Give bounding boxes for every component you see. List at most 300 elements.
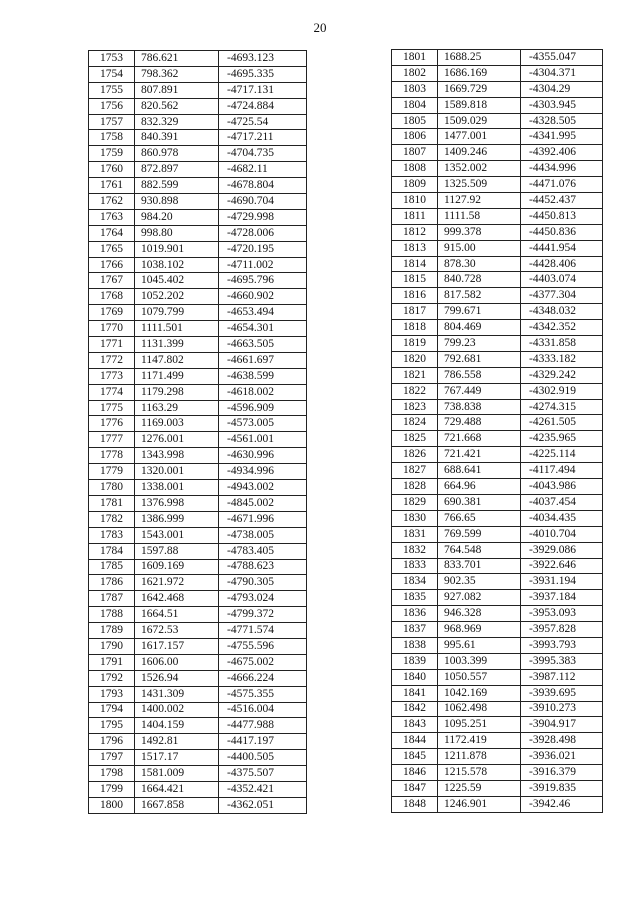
y-coordinate-cell: -4725.54	[219, 114, 307, 130]
table-row	[89, 305, 307, 321]
x-coordinate-cell: 721.421	[438, 447, 521, 463]
y-coordinate-cell: -4331.858	[521, 336, 603, 352]
x-coordinate-cell: 1215.578	[438, 765, 521, 781]
x-coordinate-cell: 999.378	[438, 224, 521, 240]
point-number-cell: 1816	[392, 288, 438, 304]
table-row	[392, 81, 603, 97]
y-coordinate-cell: -4225.114	[521, 447, 603, 463]
y-coordinate-cell: -4790.305	[219, 575, 307, 591]
x-coordinate-cell: 882.599	[135, 178, 219, 194]
x-coordinate-cell: 1111.501	[135, 321, 219, 337]
table-row	[392, 479, 603, 495]
table-row	[392, 510, 603, 526]
point-number-cell: 1817	[392, 304, 438, 320]
point-number-cell: 1757	[89, 114, 135, 130]
point-number-cell: 1847	[392, 780, 438, 796]
point-number-cell: 1842	[392, 701, 438, 717]
point-number-cell: 1768	[89, 289, 135, 305]
point-number-cell: 1803	[392, 81, 438, 97]
point-number-cell: 1821	[392, 367, 438, 383]
table-row	[392, 685, 603, 701]
y-coordinate-cell: -4355.047	[521, 50, 603, 66]
table-row	[392, 208, 603, 224]
coordinates-table-right	[391, 49, 603, 813]
table-row	[89, 66, 307, 82]
point-number-cell: 1779	[89, 464, 135, 480]
y-coordinate-cell: -4403.074	[521, 272, 603, 288]
table-row	[89, 400, 307, 416]
y-coordinate-cell: -4037.454	[521, 494, 603, 510]
table-row	[89, 416, 307, 432]
x-coordinate-cell: 690.381	[438, 494, 521, 510]
table-row	[392, 97, 603, 113]
y-coordinate-cell: -4717.131	[219, 82, 307, 98]
y-coordinate-cell: -4304.371	[521, 65, 603, 81]
y-coordinate-cell: -4477.988	[219, 718, 307, 734]
x-coordinate-cell: 968.969	[438, 622, 521, 638]
x-coordinate-cell: 1003.399	[438, 653, 521, 669]
point-number-cell: 1797	[89, 750, 135, 766]
table-row	[89, 257, 307, 273]
point-number-cell: 1807	[392, 145, 438, 161]
point-number-cell: 1831	[392, 526, 438, 542]
table-row	[89, 607, 307, 623]
point-number-cell: 1840	[392, 669, 438, 685]
y-coordinate-cell: -3939.695	[521, 685, 603, 701]
table-row	[89, 654, 307, 670]
table-row	[392, 590, 603, 606]
table-row	[89, 495, 307, 511]
y-coordinate-cell: -4654.301	[219, 321, 307, 337]
x-coordinate-cell: 721.668	[438, 431, 521, 447]
y-coordinate-cell: -4653.494	[219, 305, 307, 321]
table-row	[392, 701, 603, 717]
x-coordinate-cell: 820.562	[135, 98, 219, 114]
y-coordinate-cell: -4441.954	[521, 240, 603, 256]
table-row	[89, 114, 307, 130]
point-number-cell: 1764	[89, 225, 135, 241]
y-coordinate-cell: -4043.986	[521, 479, 603, 495]
table-row	[89, 797, 307, 813]
x-coordinate-cell: 1477.001	[438, 129, 521, 145]
table-row	[392, 177, 603, 193]
point-number-cell: 1762	[89, 194, 135, 210]
x-coordinate-cell: 840.391	[135, 130, 219, 146]
point-number-cell: 1761	[89, 178, 135, 194]
y-coordinate-cell: -4661.697	[219, 352, 307, 368]
point-number-cell: 1813	[392, 240, 438, 256]
x-coordinate-cell: 1409.246	[438, 145, 521, 161]
point-number-cell: 1758	[89, 130, 135, 146]
table-row	[89, 718, 307, 734]
point-number-cell: 1846	[392, 765, 438, 781]
x-coordinate-cell: 1667.858	[135, 797, 219, 813]
point-number-cell: 1784	[89, 543, 135, 559]
x-coordinate-cell: 902.35	[438, 574, 521, 590]
y-coordinate-cell: -3929.086	[521, 542, 603, 558]
y-coordinate-cell: -4693.123	[219, 51, 307, 67]
table-row	[89, 337, 307, 353]
point-number-cell: 1755	[89, 82, 135, 98]
coordinates-table-left	[88, 50, 307, 814]
y-coordinate-cell: -4434.996	[521, 161, 603, 177]
y-coordinate-cell: -4682.11	[219, 162, 307, 178]
table-row	[392, 574, 603, 590]
y-coordinate-cell: -4561.001	[219, 432, 307, 448]
table-row	[392, 669, 603, 685]
y-coordinate-cell: -4417.197	[219, 734, 307, 750]
y-coordinate-cell: -4695.335	[219, 66, 307, 82]
y-coordinate-cell: -4728.006	[219, 225, 307, 241]
x-coordinate-cell: 1320.001	[135, 464, 219, 480]
table-row	[392, 161, 603, 177]
point-number-cell: 1769	[89, 305, 135, 321]
point-number-cell: 1836	[392, 606, 438, 622]
y-coordinate-cell: -4630.996	[219, 448, 307, 464]
point-number-cell: 1845	[392, 749, 438, 765]
table-row	[392, 367, 603, 383]
table-row	[89, 575, 307, 591]
x-coordinate-cell: 1095.251	[438, 717, 521, 733]
point-number-cell: 1804	[392, 97, 438, 113]
table-row	[392, 288, 603, 304]
x-coordinate-cell: 1376.998	[135, 495, 219, 511]
x-coordinate-cell: 1050.557	[438, 669, 521, 685]
point-number-cell: 1843	[392, 717, 438, 733]
x-coordinate-cell: 799.671	[438, 304, 521, 320]
x-coordinate-cell: 1492.81	[135, 734, 219, 750]
x-coordinate-cell: 1686.169	[438, 65, 521, 81]
table-row	[392, 765, 603, 781]
table-row	[392, 336, 603, 352]
table-row	[89, 591, 307, 607]
point-number-cell: 1756	[89, 98, 135, 114]
table-row	[392, 256, 603, 272]
x-coordinate-cell: 664.96	[438, 479, 521, 495]
y-coordinate-cell: -4428.406	[521, 256, 603, 272]
table-row	[89, 623, 307, 639]
point-number-cell: 1763	[89, 209, 135, 225]
x-coordinate-cell: 1172.419	[438, 733, 521, 749]
x-coordinate-cell: 1609.169	[135, 559, 219, 575]
x-coordinate-cell: 1386.999	[135, 511, 219, 527]
y-coordinate-cell: -4342.352	[521, 320, 603, 336]
y-coordinate-cell: -4341.995	[521, 129, 603, 145]
table-row	[392, 526, 603, 542]
x-coordinate-cell: 1211.878	[438, 749, 521, 765]
y-coordinate-cell: -4333.182	[521, 351, 603, 367]
point-number-cell: 1837	[392, 622, 438, 638]
x-coordinate-cell: 915.00	[438, 240, 521, 256]
x-coordinate-cell: 840.728	[438, 272, 521, 288]
x-coordinate-cell: 1169.003	[135, 416, 219, 432]
x-coordinate-cell: 946.328	[438, 606, 521, 622]
table-row	[392, 240, 603, 256]
x-coordinate-cell: 1052.202	[135, 289, 219, 305]
table-row	[89, 51, 307, 67]
y-coordinate-cell: -4711.002	[219, 257, 307, 273]
table-row	[89, 734, 307, 750]
point-number-cell: 1825	[392, 431, 438, 447]
table-row	[89, 98, 307, 114]
y-coordinate-cell: -4638.599	[219, 368, 307, 384]
table-row	[392, 145, 603, 161]
table-row	[392, 463, 603, 479]
point-number-cell: 1835	[392, 590, 438, 606]
y-coordinate-cell: -4375.507	[219, 766, 307, 782]
point-number-cell: 1799	[89, 781, 135, 797]
point-number-cell: 1829	[392, 494, 438, 510]
point-number-cell: 1808	[392, 161, 438, 177]
x-coordinate-cell: 1325.509	[438, 177, 521, 193]
table-row	[392, 717, 603, 733]
table-row	[392, 399, 603, 415]
table-row	[89, 781, 307, 797]
point-number-cell: 1775	[89, 400, 135, 416]
point-number-cell: 1826	[392, 447, 438, 463]
y-coordinate-cell: -4304.29	[521, 81, 603, 97]
x-coordinate-cell: 1147.802	[135, 352, 219, 368]
x-coordinate-cell: 1664.421	[135, 781, 219, 797]
y-coordinate-cell: -4704.735	[219, 146, 307, 162]
x-coordinate-cell: 1617.157	[135, 638, 219, 654]
y-coordinate-cell: -4235.965	[521, 431, 603, 447]
point-number-cell: 1796	[89, 734, 135, 750]
x-coordinate-cell: 1669.729	[438, 81, 521, 97]
point-number-cell: 1754	[89, 66, 135, 82]
point-number-cell: 1785	[89, 559, 135, 575]
point-number-cell: 1844	[392, 733, 438, 749]
x-coordinate-cell: 1079.799	[135, 305, 219, 321]
x-coordinate-cell: 1543.001	[135, 527, 219, 543]
x-coordinate-cell: 927.082	[438, 590, 521, 606]
y-coordinate-cell: -4516.004	[219, 702, 307, 718]
point-number-cell: 1798	[89, 766, 135, 782]
y-coordinate-cell: -4392.406	[521, 145, 603, 161]
point-number-cell: 1806	[392, 129, 438, 145]
point-number-cell: 1805	[392, 113, 438, 129]
table-row	[392, 780, 603, 796]
y-coordinate-cell: -3904.917	[521, 717, 603, 733]
x-coordinate-cell: 1526.94	[135, 670, 219, 686]
table-row	[392, 606, 603, 622]
x-coordinate-cell: 832.329	[135, 114, 219, 130]
y-coordinate-cell: -4724.884	[219, 98, 307, 114]
table-row	[392, 351, 603, 367]
table-row	[392, 622, 603, 638]
table-row	[392, 65, 603, 81]
point-number-cell: 1760	[89, 162, 135, 178]
x-coordinate-cell: 1225.59	[438, 780, 521, 796]
y-coordinate-cell: -4450.813	[521, 208, 603, 224]
y-coordinate-cell: -4471.076	[521, 177, 603, 193]
table-row	[392, 749, 603, 765]
x-coordinate-cell: 738.838	[438, 399, 521, 415]
point-number-cell: 1839	[392, 653, 438, 669]
point-number-cell: 1759	[89, 146, 135, 162]
y-coordinate-cell: -4303.945	[521, 97, 603, 113]
table-row	[89, 130, 307, 146]
y-coordinate-cell: -4738.005	[219, 527, 307, 543]
table-row	[89, 432, 307, 448]
y-coordinate-cell: -4788.623	[219, 559, 307, 575]
y-coordinate-cell: -3995.383	[521, 653, 603, 669]
table-row	[89, 178, 307, 194]
table-row	[89, 162, 307, 178]
table-row	[89, 209, 307, 225]
point-number-cell: 1792	[89, 670, 135, 686]
y-coordinate-cell: -3937.184	[521, 590, 603, 606]
x-coordinate-cell: 872.897	[135, 162, 219, 178]
x-coordinate-cell: 769.599	[438, 526, 521, 542]
point-number-cell: 1802	[392, 65, 438, 81]
x-coordinate-cell: 998.80	[135, 225, 219, 241]
x-coordinate-cell: 1179.298	[135, 384, 219, 400]
point-number-cell: 1791	[89, 654, 135, 670]
table-row	[392, 558, 603, 574]
table-row	[89, 527, 307, 543]
y-coordinate-cell: -4400.505	[219, 750, 307, 766]
y-coordinate-cell: -3931.194	[521, 574, 603, 590]
y-coordinate-cell: -4690.704	[219, 194, 307, 210]
table-row	[392, 653, 603, 669]
y-coordinate-cell: -4261.505	[521, 415, 603, 431]
y-coordinate-cell: -4348.032	[521, 304, 603, 320]
y-coordinate-cell: -4755.596	[219, 638, 307, 654]
table-row	[89, 638, 307, 654]
point-number-cell: 1772	[89, 352, 135, 368]
table-row	[89, 194, 307, 210]
x-coordinate-cell: 1597.88	[135, 543, 219, 559]
x-coordinate-cell: 786.558	[438, 367, 521, 383]
y-coordinate-cell: -4010.704	[521, 526, 603, 542]
point-number-cell: 1782	[89, 511, 135, 527]
y-coordinate-cell: -4943.002	[219, 480, 307, 496]
point-number-cell: 1770	[89, 321, 135, 337]
table-row	[89, 480, 307, 496]
table-row	[392, 494, 603, 510]
point-number-cell: 1841	[392, 685, 438, 701]
point-number-cell: 1773	[89, 368, 135, 384]
point-number-cell: 1827	[392, 463, 438, 479]
y-coordinate-cell: -3993.793	[521, 637, 603, 653]
table-row	[89, 702, 307, 718]
point-number-cell: 1820	[392, 351, 438, 367]
point-number-cell: 1822	[392, 383, 438, 399]
x-coordinate-cell: 792.681	[438, 351, 521, 367]
table-row	[89, 670, 307, 686]
x-coordinate-cell: 1343.998	[135, 448, 219, 464]
y-coordinate-cell: -4362.051	[219, 797, 307, 813]
table-row	[392, 320, 603, 336]
point-number-cell: 1793	[89, 686, 135, 702]
y-coordinate-cell: -4793.024	[219, 591, 307, 607]
y-coordinate-cell: -4717.211	[219, 130, 307, 146]
point-number-cell: 1819	[392, 336, 438, 352]
point-number-cell: 1812	[392, 224, 438, 240]
y-coordinate-cell: -3987.112	[521, 669, 603, 685]
table-row	[392, 415, 603, 431]
table-row	[392, 796, 603, 812]
y-coordinate-cell: -3910.273	[521, 701, 603, 717]
table-row	[89, 686, 307, 702]
y-coordinate-cell: -4352.421	[219, 781, 307, 797]
x-coordinate-cell: 1042.169	[438, 685, 521, 701]
table-row	[392, 383, 603, 399]
point-number-cell: 1830	[392, 510, 438, 526]
point-number-cell: 1786	[89, 575, 135, 591]
point-number-cell: 1814	[392, 256, 438, 272]
point-number-cell: 1794	[89, 702, 135, 718]
x-coordinate-cell: 1517.17	[135, 750, 219, 766]
point-number-cell: 1838	[392, 637, 438, 653]
point-number-cell: 1834	[392, 574, 438, 590]
x-coordinate-cell: 984.20	[135, 209, 219, 225]
x-coordinate-cell: 1589.818	[438, 97, 521, 113]
y-coordinate-cell: -4695.796	[219, 273, 307, 289]
point-number-cell: 1790	[89, 638, 135, 654]
x-coordinate-cell: 1352.002	[438, 161, 521, 177]
x-coordinate-cell: 1672.53	[135, 623, 219, 639]
x-coordinate-cell: 1664.51	[135, 607, 219, 623]
table-row	[89, 82, 307, 98]
x-coordinate-cell: 1404.159	[135, 718, 219, 734]
table-row	[392, 50, 603, 66]
point-number-cell: 1809	[392, 177, 438, 193]
table-row	[89, 766, 307, 782]
point-number-cell: 1818	[392, 320, 438, 336]
y-coordinate-cell: -4671.996	[219, 511, 307, 527]
point-number-cell: 1765	[89, 241, 135, 257]
point-number-cell: 1787	[89, 591, 135, 607]
table-row	[89, 464, 307, 480]
x-coordinate-cell: 1163.29	[135, 400, 219, 416]
y-coordinate-cell: -4845.002	[219, 495, 307, 511]
point-number-cell: 1815	[392, 272, 438, 288]
point-number-cell: 1832	[392, 542, 438, 558]
table-row	[392, 224, 603, 240]
table-row	[392, 447, 603, 463]
y-coordinate-cell: -4573.005	[219, 416, 307, 432]
table-row	[392, 304, 603, 320]
y-coordinate-cell: -4663.505	[219, 337, 307, 353]
table-row	[392, 542, 603, 558]
point-number-cell: 1801	[392, 50, 438, 66]
y-coordinate-cell: -4034.435	[521, 510, 603, 526]
table-row	[89, 146, 307, 162]
y-coordinate-cell: -4729.998	[219, 209, 307, 225]
point-number-cell: 1848	[392, 796, 438, 812]
y-coordinate-cell: -4274.315	[521, 399, 603, 415]
x-coordinate-cell: 807.891	[135, 82, 219, 98]
y-coordinate-cell: -3953.093	[521, 606, 603, 622]
point-number-cell: 1789	[89, 623, 135, 639]
point-number-cell: 1781	[89, 495, 135, 511]
x-coordinate-cell: 930.898	[135, 194, 219, 210]
y-coordinate-cell: -3919.835	[521, 780, 603, 796]
y-coordinate-cell: -3942.46	[521, 796, 603, 812]
y-coordinate-cell: -3928.498	[521, 733, 603, 749]
table-row	[89, 352, 307, 368]
point-number-cell: 1788	[89, 607, 135, 623]
x-coordinate-cell: 995.61	[438, 637, 521, 653]
point-number-cell: 1783	[89, 527, 135, 543]
x-coordinate-cell: 688.641	[438, 463, 521, 479]
y-coordinate-cell: -4575.355	[219, 686, 307, 702]
table-row	[392, 272, 603, 288]
table-row	[392, 129, 603, 145]
x-coordinate-cell: 786.621	[135, 51, 219, 67]
